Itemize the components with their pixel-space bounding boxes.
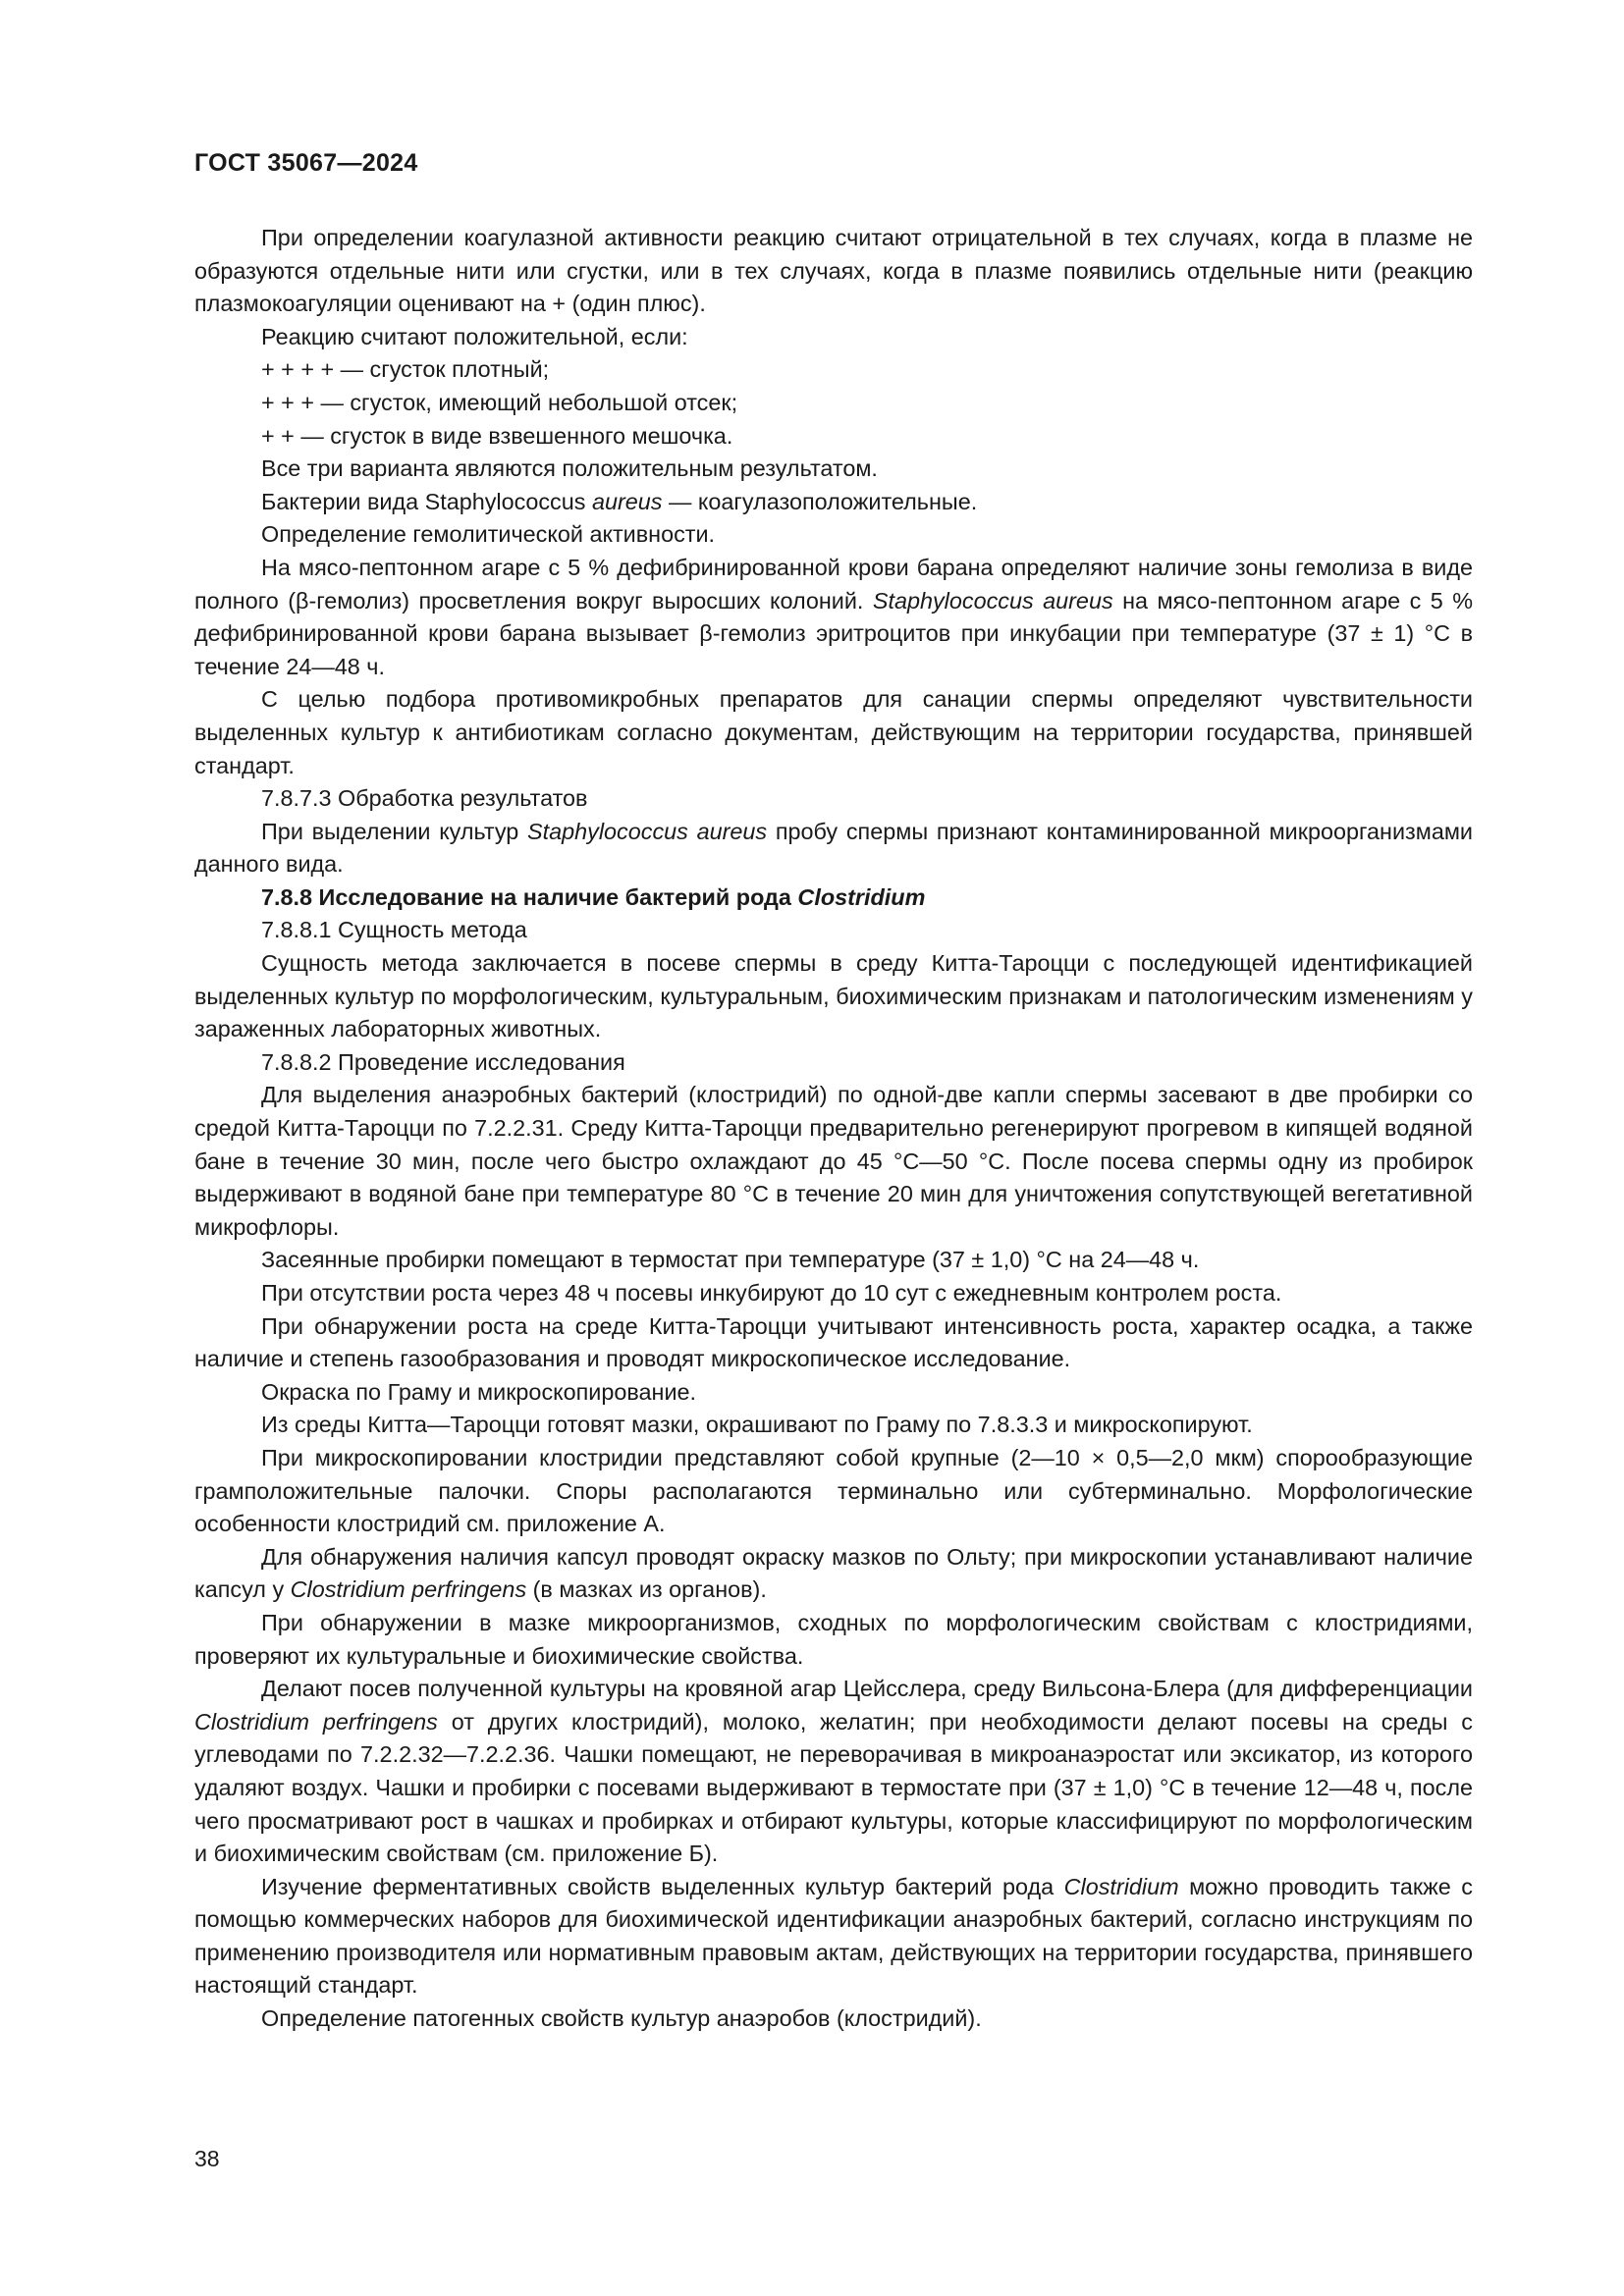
paragraph bbox=[194, 1277, 1473, 1310]
text-run: (в мазках из органов). bbox=[526, 1576, 767, 1603]
paragraph bbox=[194, 1673, 1473, 1871]
list-item bbox=[194, 353, 1473, 387]
text-run: можно проводить также с помощью коммерческих наборов для биохимической идентификации анаэробных бактерий, согласно инструкциям по применению производителя или нормативным правовым актам, действующих на территории государства, принявшего настоящий стандарт. bbox=[194, 1873, 1473, 1999]
subsection-heading bbox=[194, 782, 1473, 816]
section-heading bbox=[194, 881, 1473, 915]
text-run: + + + — сгусток, имеющий небольшой отсек; bbox=[261, 389, 738, 415]
text-run: Для обнаружения наличия капсул проводят окраску мазков по Ольту; при микроскопии устанавливают наличие капсул у bbox=[194, 1543, 1473, 1603]
paragraph bbox=[194, 816, 1473, 881]
paragraph bbox=[194, 1310, 1473, 1376]
text-run: Сущность метода заключается в посеве спермы в среду Китта-Тароцци с последующей идентификацией выделенных культур по морфологическим, культуральным, биохимическим признакам и патологическим изменениям у зараженных лабораторных животных. bbox=[194, 950, 1473, 1042]
page-number: 38 bbox=[194, 2146, 220, 2171]
text-run: Из среды Китта—Тароцци готовят мазки, окрашивают по Граму по 7.8.3.3 и микроскопируют. bbox=[261, 1412, 1253, 1438]
text-run: При отсутствии роста через 48 ч посевы инкубируют до 10 сут с ежедневным контролем роста. bbox=[261, 1280, 1282, 1306]
text-run: При определении коагулазной активности реакцию считают отрицательной в тех случаях, когда в плазме не образуются отдельные нити или сгустки, или в тех случаях, когда в плазме появились отдельные нити (реакцию плазмокоагуляции оценивают на + (один плюс). bbox=[194, 225, 1473, 317]
text-run: На мясо-пептонном агаре с 5 % дефибринированной крови барана определяют наличие зоны гемолиза в виде полного (β-гемолиз) просветления вокруг выросших колоний. bbox=[194, 554, 1473, 614]
text-run: Засеянные пробирки помещают в термостат при температуре (37 ± 1,0) °С на 24—48 ч. bbox=[261, 1247, 1200, 1273]
text-run: Реакцию считают положительной, если: bbox=[261, 323, 688, 349]
text-run: При обнаружении роста на среде Китта-Тароцци учитывают интенсивность роста, характер осадка, а также наличие и степень газообразования и проводят микроскопическое исследование. bbox=[194, 1312, 1473, 1372]
paragraph bbox=[194, 552, 1473, 683]
text-run: 7.8.8 Исследование на наличие бактерий рода bbox=[261, 883, 798, 910]
paragraph bbox=[194, 1079, 1473, 1244]
italic-text: Clostridium perfringens bbox=[194, 1708, 438, 1735]
document-body bbox=[194, 222, 1473, 2036]
text-run: Окраска по Граму и микроскопирование. bbox=[261, 1378, 697, 1405]
list-item bbox=[194, 387, 1473, 420]
text-run: 7.8.8.2 Проведение исследования bbox=[261, 1048, 625, 1075]
italic-text: aureus bbox=[591, 488, 663, 514]
paragraph bbox=[194, 2002, 1473, 2036]
text-run: При выделении культур bbox=[261, 818, 528, 844]
text-run: Бактерии вида Staphylococcus bbox=[261, 488, 592, 514]
italic-text: Clostridium bbox=[797, 883, 926, 910]
text-run: 7.8.7.3 Обработка результатов bbox=[261, 785, 588, 812]
text-run: пробу спермы признают контаминированной микроорганизмами данного вида. bbox=[194, 818, 1473, 878]
text-run: Делают посев полученной культуры на кровяной агар Цейсслера, среду Вильсона-Блера (для дифференциации bbox=[261, 1676, 1473, 1702]
paragraph bbox=[194, 1871, 1473, 2002]
paragraph bbox=[194, 947, 1473, 1046]
text-run: + + + + — сгусток плотный; bbox=[261, 356, 550, 383]
text-run: — коагулазоположительные. bbox=[662, 488, 978, 514]
paragraph bbox=[194, 1409, 1473, 1442]
text-run: Все три варианта являются положительным результатом. bbox=[261, 455, 878, 482]
text-run: Изучение ферментативных свойств выделенных культур бактерий рода bbox=[261, 1873, 1064, 1899]
text-run: С целью подбора противомикробных препаратов для санации спермы определяют чувствительности выделенных культур к антибиотикам согласно документам, действующим на территории государства, принявшей стандарт. bbox=[194, 686, 1473, 778]
paragraph bbox=[194, 222, 1473, 321]
italic-text: Clostridium perfringens bbox=[290, 1576, 527, 1603]
subsection-heading bbox=[194, 1046, 1473, 1080]
text-run: При микроскопировании клостридии представляют собой крупные (2—10 × 0,5—2,0 мкм) спорообразующие грамположительные палочки. Споры располагаются терминально или субтерминально. Морфологические особенности клостридий см. приложение А. bbox=[194, 1444, 1473, 1537]
text-run: от других клостридий), молоко, желатин; при необходимости делают посевы на среды с углеводами по 7.2.2.32—7.2.2.36. Чашки помещают, не переворачивая в микроанаэростат или эксикатор, из которого удаляют воздух. Чашки и пробирки с посевами выдерживают в термостате при (37 ± 1,0) °С в течение 12—48 ч, после чего просматривают рост в чашках и пробирках и отбирают культуры, которые классифицируют по морфологическим и биохимическим свойствам (см. приложение Б). bbox=[194, 1708, 1474, 1867]
text-run: 7.8.8.1 Сущность метода bbox=[261, 917, 527, 943]
paragraph bbox=[194, 1376, 1473, 1410]
paragraph bbox=[194, 321, 1473, 354]
text-run: Для выделения анаэробных бактерий (клостридий) по одной-две капли спермы засевают в две пробирки со средой Китта-Тароцци по 7.2.2.31. Среду Китта-Тароцци предварительно регенерируют прогревом в кипящей водяной бане в течение 30 мин, после чего быстро охлаждают до 45 °С—50 °С. После посева спермы одну из пробирок выдерживают в водяной бане при температуре 80 °С в течение 20 мин для уничтожения сопутствующей вегетативной микрофлоры. bbox=[194, 1082, 1473, 1240]
list-item bbox=[194, 420, 1473, 454]
italic-text: Clostridium bbox=[1063, 1873, 1179, 1899]
text-run: Определение гемолитической активности. bbox=[261, 521, 716, 548]
paragraph bbox=[194, 486, 1473, 519]
paragraph bbox=[194, 1541, 1473, 1607]
text-run: + + — сгусток в виде взвешенного мешочка. bbox=[261, 422, 733, 449]
paragraph bbox=[194, 1607, 1473, 1673]
paragraph bbox=[194, 1442, 1473, 1541]
text-run: на мясо-пептонном агаре с 5 % дефибринированной крови барана вызывает β-гемолиз эритроцитов при инкубации при температуре (37 ± 1) °С в течение 24—48 ч. bbox=[194, 587, 1473, 679]
paragraph bbox=[194, 683, 1473, 782]
paragraph bbox=[194, 1244, 1473, 1277]
subsection-heading bbox=[194, 914, 1473, 947]
text-run: Определение патогенных свойств культур анаэробов (клостридий). bbox=[261, 2005, 982, 2032]
paragraph bbox=[194, 518, 1473, 552]
text-run: При обнаружении в мазке микроорганизмов, сходных по морфологическим свойствам с клостридиями, проверяют их культуральные и биохимические свойства. bbox=[194, 1609, 1473, 1669]
italic-text: Staphylococcus aureus bbox=[527, 818, 768, 844]
italic-text: Staphylococcus aureus bbox=[872, 587, 1113, 614]
paragraph bbox=[194, 453, 1473, 486]
document-header: ГОСТ 35067—2024 bbox=[194, 149, 418, 177]
